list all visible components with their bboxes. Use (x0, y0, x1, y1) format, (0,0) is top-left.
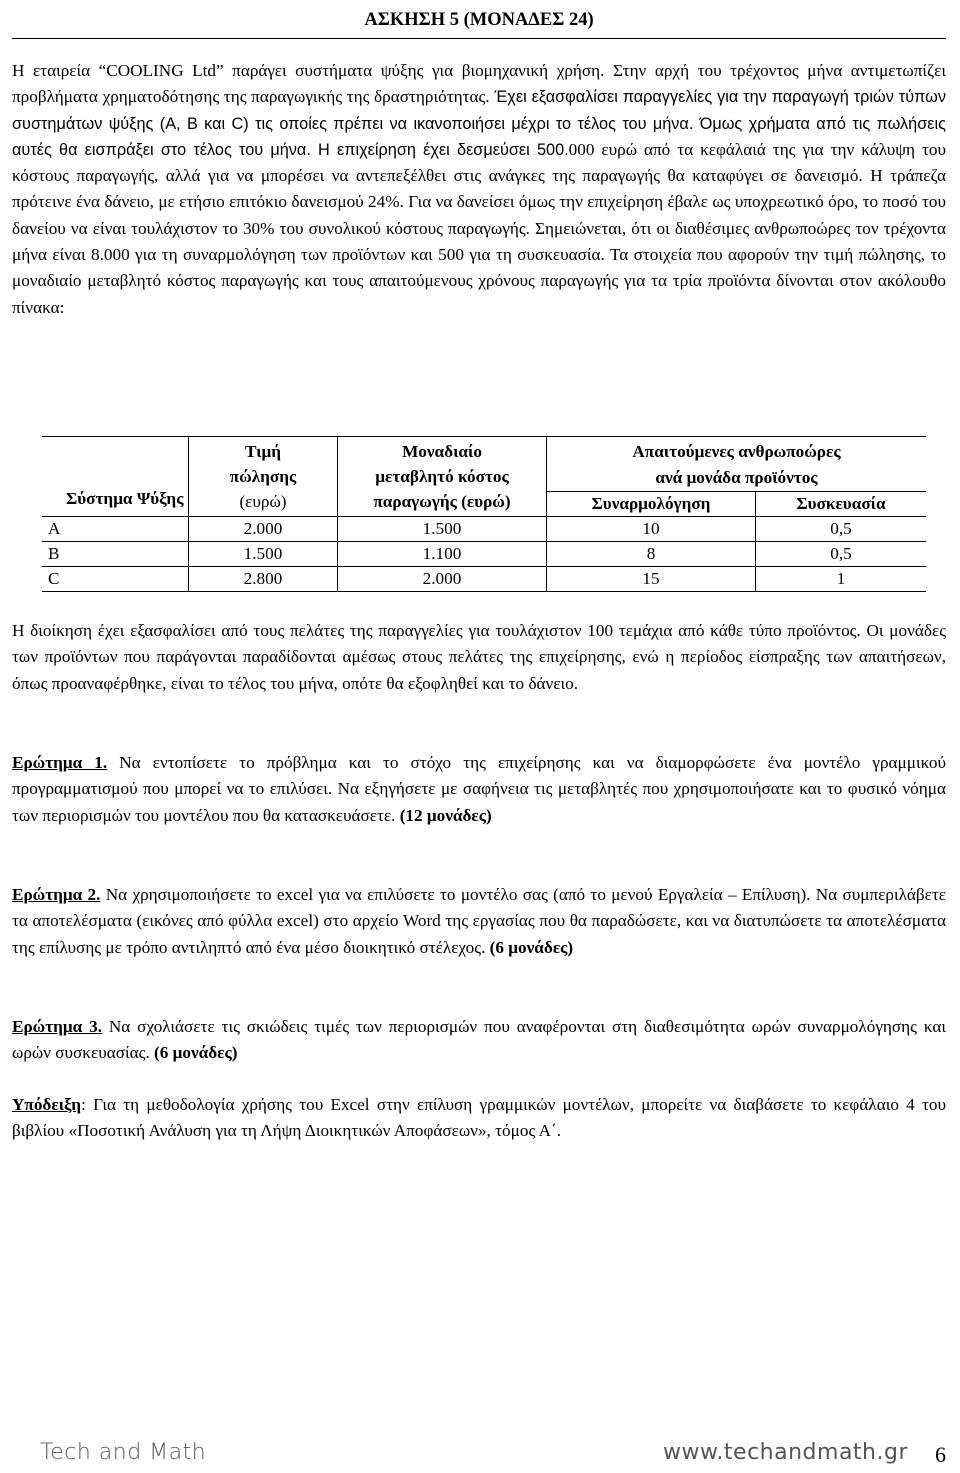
cell-assembly: 15 (547, 567, 756, 592)
question-3-text: Να σχολιάσετε τις σκιώδεις τιμές των περιορισμών που αναφέρονται στη διαθεσιμότητα ωρών συναρμολόγησης και ωρών συσκευασίας. (12, 1017, 946, 1063)
intro-paragraph (12, 58, 946, 321)
hint-label: Υπόδειξη (12, 1095, 82, 1114)
cell-system: C (42, 567, 189, 592)
cell-cost: 1.500 (338, 517, 547, 542)
intro-sentence-2: Έχει εξασφαλίσει παραγγελίες για την παραγωγή τριών τύπων συστημάτων ψύξης (A, B και C) τις οποίες πρέπει να ικανοποιήσει μέχρι το τέλος του μήνα. Όμως χρήματα από τις πωλήσεις αυτές θα εισπράξει στο τέλος του μήνα. Η επιχείρηση έχει δεσμεύσει 500. (12, 88, 946, 159)
header-hours-line-2: ανά μονάδα προϊόντος (655, 468, 818, 487)
header-cost-line-3: παραγωγής (ευρώ) (373, 492, 511, 511)
question-3 (12, 1014, 946, 1067)
header-cost-line-1: Μοναδιαίο (402, 442, 482, 461)
table-row (42, 542, 926, 567)
header-price (189, 437, 338, 517)
product-data-table (42, 436, 926, 592)
hint-paragraph (12, 1092, 946, 1145)
cell-system: A (42, 517, 189, 542)
intro-sentence-4: Για να δανείσει όμως την επιχείρηση έβαλε ως υποχρεωτικό όρο, το ποσό του δανείου να είναι τουλάχιστον το 30% του συνολικού κόστους παραγωγής. Σημειώνεται, ότι οι διαθέσιμες ανθρωποώρες τον τρέχοντα μήνα είναι 8.000 για τη συναρμολόγηση των προϊόντων και 500 για τη συσκευασία. Τα στοιχεία που αφορούν την τιμή πώλησης, το μοναδιαίο μεταβλητό κόστος παραγωγής και τους απαιτούμενους χρόνους παραγωγής για τα τρία προϊόντα δίνονται στον ακόλουθο πίνακα: (12, 192, 946, 317)
header-price-line-2: πώλησης (229, 467, 297, 486)
header-cost-line-2: μεταβλητό κόστος (375, 467, 509, 486)
cell-packaging: 1 (756, 567, 927, 592)
table-row (42, 567, 926, 592)
table-row (42, 517, 926, 542)
header-hours-line-1: Απαιτούμενες ανθρωποώρες (632, 442, 841, 461)
question-1-label: Ερώτημα 1. (12, 753, 108, 772)
cell-price: 2.000 (189, 517, 338, 542)
question-3-points: (6 μονάδες) (154, 1043, 238, 1063)
header-price-line-3: (ευρώ) (239, 492, 287, 511)
header-assembly: Συναρμολόγηση (547, 492, 756, 517)
header-hours (547, 437, 927, 492)
after-table-paragraph: Η διοίκηση έχει εξασφαλίσει από τους πελάτες της παραγγελίες για τουλάχιστον 100 τεμάχια από κάθε τύπο προϊόντος. Οι μονάδες των προϊόντων που παράγονται παραδίδονται αμέσως στους πελάτες της επιχείρησης, ενώ η περίοδος είσπραξης των απαιτήσεων, όπως προαναφέρθηκε, είναι το τέλος του μήνα, οπότε θα εξοφληθεί και το δάνειο. (12, 621, 946, 693)
cell-cost: 1.100 (338, 542, 547, 567)
question-1-points: (12 μονάδες) (399, 805, 492, 825)
exercise-title: ΑΣΚΗΣΗ 5 (ΜΟΝΑΔΕΣ 24) (12, 2, 946, 39)
cell-assembly: 10 (547, 517, 756, 542)
cell-assembly: 8 (547, 542, 756, 567)
footer-brand: Tech and Math (40, 1440, 207, 1465)
footer-website: www.techandmath.gr (662, 1440, 908, 1465)
header-cost (338, 437, 547, 517)
intro-sentence-3: 000 ευρώ από τα κεφάλαιά της για την κάλυψη του κόστους παραγωγής, αλλά για να μπορέσει να αντεπεξέλθει στις ανάγκες της παραγωγής θα καταφύγει σε δανεισμό. Η τράπεζα πρότεινε ένα δάνειο, με ετήσιο επιτόκιο δανεισμού 24%. (12, 139, 946, 212)
page-number: 6 (935, 1442, 946, 1467)
question-1-text: Να εντοπίσετε το πρόβλημα και το στόχο της επιχείρησης και να διαμορφώσετε ένα μοντέλο γραμμικού προγραμματισμού που μπορεί να το επιλύσει. Να εξηγήσετε με σαφήνεια τις μεταβλητές που χρησιμοποιήσατε και το φυσικό νόημα των περιορισμών του μοντέλου που θα κατασκευάσετε. (12, 753, 946, 825)
question-2 (12, 882, 946, 961)
cell-cost: 2.000 (338, 567, 547, 592)
cell-system: B (42, 542, 189, 567)
intro-sentence-1: Η εταιρεία “COOLING Ltd” παράγει συστήματα ψύξης για βιομηχανική χρήση. Στην αρχή του τρέχοντος μήνα αντιμετωπίζει προβλήματα χρηματοδότησης της παραγωγικής της δραστηριότητας. (12, 61, 946, 107)
hint-text: : Για τη μεθοδολογία χρήσης του Excel στην επίλυση γραμμικών μοντέλων, μπορείτε να διαβάσετε το κεφάλαιο 4 του βιβλίου «Ποσοτική Ανάλυση για τη Λήψη Διοικητικών Αποφάσεων», τόμος Α΄. (12, 1095, 946, 1141)
question-3-label: Ερώτημα 3. (12, 1017, 103, 1036)
question-2-label: Ερώτημα 2. (12, 885, 101, 904)
question-2-text: Να χρησιμοποιήσετε το excel για να επιλύσετε το μοντέλο σας (από το μενού Εργαλεία – Επίλυση). Να συμπεριλάβετε τα αποτελέσματα (εικόνες από φύλλα excel) στο αρχείο Word της εργασίας που θα παραδώσετε, και να διατυπώσετε τα αποτελέσματα της επίλυσης με τρόπο αντιληπτό από ένα μέσο διοικητικό στέλεχος. (12, 885, 946, 957)
cell-packaging: 0,5 (756, 542, 927, 567)
question-1 (12, 750, 946, 829)
cell-price: 2.800 (189, 567, 338, 592)
header-packaging: Συσκευασία (756, 492, 927, 517)
question-2-points: (6 μονάδες) (489, 937, 574, 957)
header-price-line-1: Τιμή (245, 442, 281, 461)
header-system: Σύστημα Ψύξης (42, 437, 189, 517)
cell-price: 1.500 (189, 542, 338, 567)
cell-packaging: 0,5 (756, 517, 927, 542)
